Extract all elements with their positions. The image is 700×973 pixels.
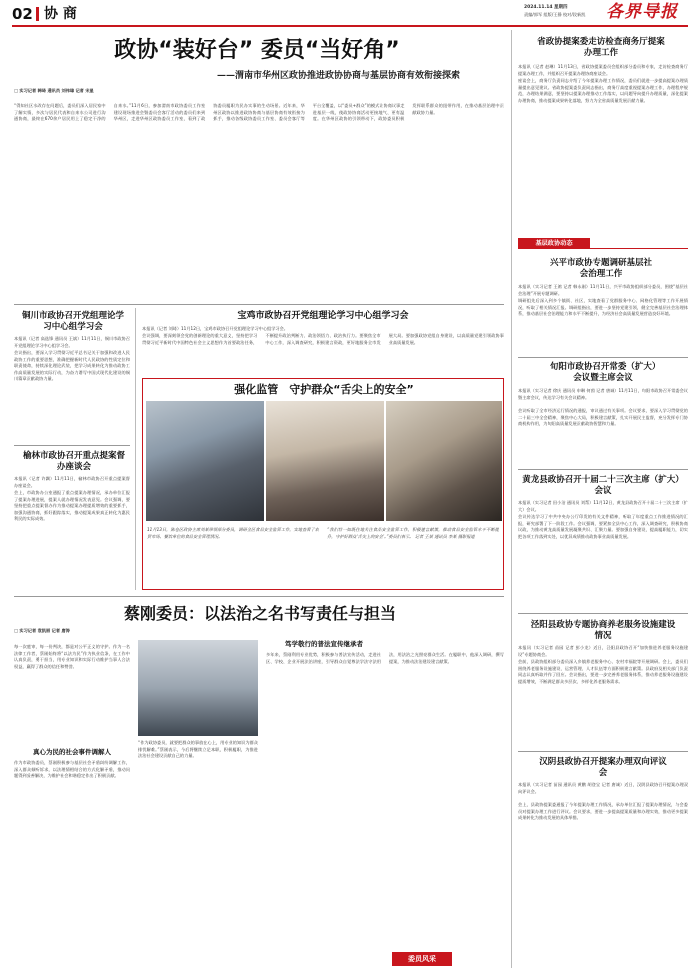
yulin-byline: 本报讯（记者 许飘）11月11日，榆林市政协召开重点提案督办座谈会。 <box>14 476 130 488</box>
cai-sub1: 真心为民的社会事件调解人 <box>33 748 111 756</box>
cai-title: 蔡刚委员：以法治之名书写责任与担当 <box>123 604 396 623</box>
page-number: 02 <box>12 5 33 23</box>
paper-logo: 各界导报 <box>606 2 678 22</box>
huanglong-byline: 本报讯（实习记者 田小洁 通讯员 刘帮）11月12日，黄龙县政协召开十届二十三次主席（扩大）会议。 <box>518 500 688 512</box>
huanglong-title: 黄龙县政协召开十届二十三次主席（扩大）会议 <box>522 475 684 496</box>
masthead <box>0 0 700 26</box>
mid-divider <box>135 308 136 590</box>
baoji-body: 会议强调，要深刻领会党的创新理论的重大意义，坚持把学习贯彻习近平新时代中国特色社会主义思想作为首要政治任务，不断提升政治判断力、政治领悟力、政治执行力。要聚焦全市中心工作，深入调查研究，积极建言资政，更好地服务全市发展大局。要加强政协党组自身建设，以高质量党建引领政协事业高质量发展。 <box>142 333 504 345</box>
photo-caption-left: 11月13日，陈仓区政协主席刘某带领部分委员，调研全区食品安全监管工作，实地查看了农贸市场、餐饮单位的食品安全管理情况。 <box>147 527 319 539</box>
rule-1 <box>518 357 688 358</box>
column-divider <box>511 30 512 968</box>
rule-3 <box>518 613 688 614</box>
cai-portrait <box>138 640 258 736</box>
lead-byline: □ 实习记者 韩琦 通讯员 刘伟璋 记者 宋星 <box>14 88 94 93</box>
rule-4 <box>518 751 688 752</box>
photo-caption-right: “我们将一如既往地关注食品安全监管工作，积极建言献策，推动食品安全监管水平不断提升，守护好群众‘舌尖上的安全’。”委员们表示。 记者 王某 通讯员 李某 摄影报道 <box>327 527 499 539</box>
xingping-title: 兴平市政协专题调研基层社会治理工作 <box>549 258 652 279</box>
cai-body: 每一次庭审，每一份判决，都是对公平正义的守护。作为一名法律工作者，蔡刚始终将“以法为民”作为执业信条，在工作中认真负责，勇于担当，用专业知识和实际行动维护当事人合法权益，赢得了群众的信任和赞誉。 <box>14 644 130 669</box>
hanyin-title: 汉阴县政协召开提案办理双向评议会 <box>539 757 667 778</box>
huanglong-body: 会议传达学习了中共中央办公厅印发的有关文件精神，听取了年度重点工作推进情况的汇报，研究部署了下一阶段工作。会议强调，要紧扣全县中心工作，深入调查研究，积极协商议政，为推动黄龙高质量发展凝聚共识、汇聚力量。要加强自身建设，提高履职能力，切实把各项工作落到实处，以优异成绩推动政协事业高质量发展。 <box>518 514 688 539</box>
jingyang-byline: 本报讯（实习记者 苗园 记者 彭小龙）近日，泾阳县政协召开“加快推进养老服务设施建设”专题协商会。 <box>518 645 688 657</box>
cai-sub1-body: 作为市政协委员，蔡刚积极参与基层社会矛盾纠纷调解工作，深入群众倾听诉求，以法理情相结合的方式化解矛盾，推动问题得到妥善解决，为维护社会和谐稳定作出了积极贡献。 <box>14 760 130 779</box>
rule-bottom-top <box>14 596 504 597</box>
photo-image-1 <box>146 401 264 521</box>
tongchuan-byline: 本报讯（记者 高选锋 通讯员 王斌）11月11日，铜川市政协召开党组理论学习中心组学习会。 <box>14 336 130 348</box>
provincial-byline: 本报讯（记者 赵琳）11月13日，省政协提案委员会组织部分委员和专家，走访检查商务厅提案办理工作，并组织召开提案办理协商座谈会。 <box>518 64 688 76</box>
provincial-title: 省政协提案委走访检查商务厅提案办理工作 <box>537 37 665 58</box>
rule-mid-top <box>14 304 504 305</box>
hanyin-body: 会上，县政协提案委通报了今年提案办理工作情况，承办单位汇报了提案办理情况，与会委员对提案办理工作进行评议。会议要求，要进一步提高提案质量和办理实效，推动更多提案成果转化为推动发展的具体举措。 <box>518 802 688 821</box>
lead-title: 政协“装好台” 委员“当好角” <box>114 38 400 63</box>
xingping-byline: 本报讯（实习记者 王鸽 记者 韩永刚）11月11日，兴平市政协组织部分委员，围绕“基层社会治理”开展专题调研。 <box>518 284 688 296</box>
xingping-body: 调研组先后深入到多个镇街、社区，实地查看了党群服务中心、网格化管理等工作开展情况，听取了相关情况汇报。调研组指出，要进一步坚持党建引领，健全完善基层社会治理体系，推动基层社会治理能力和水平不断提升，为经济社会高质量发展营造良好环境。 <box>518 298 688 317</box>
grassroots-tag-rule <box>590 248 688 249</box>
photo-feature <box>142 378 504 590</box>
xunyang-body: 会议听取了全市经济运行情况的通报，审议通过有关事项。会议要求，要深入学习贯彻党的二十届三中全会精神，聚焦中心大局，积极建言献策，扎实开展民主监督，充分发挥专门协商机构作用，为旬阳高质量发展贡献政协智慧和力量。 <box>518 408 688 427</box>
tongchuan-title: 铜川市政协召开党组理论学习中心组学习会 <box>21 311 124 332</box>
grassroots-tag: 基层政协动态 <box>518 238 590 249</box>
editor-line: 责编/郭军 组版/王静 校对/段新凯 <box>524 12 586 17</box>
page-number-bar <box>36 7 39 21</box>
xunyang-title: 旬阳市政协召开常委（扩大）会议暨主席会议 <box>549 362 657 383</box>
hanyin-byline: 本报讯（实习记者 苗园 通讯员 黄鹏 胡登宝 记者 唐诚）近日，汉阴县政协召开提案办理双向评议会。 <box>518 782 688 794</box>
cai-sub3-body: “作为政协委员，就要把群众的事放在心上，用专业的知识为群众排忧解难。”蔡刚表示，今后将继续立足本职，积极履职，为推进法治社会建设贡献自己的力量。 <box>138 740 258 759</box>
baoji-byline: 本报讯（记者 刘琦）11月12日，宝鸡市政协召开党组理论学习中心组学习会。 <box>142 326 288 331</box>
provincial-body: 座谈会上，商务厅负责同志介绍了今年提案办理工作情况，委员们就进一步提高提案办理质量提出意见建议。省政协提案委负责同志指出，商务厅高度重视提案办理工作，办理程序规范，办理结果满意，要坚持以提案办理推动工作落实，以问题导向提升办理质量，深化提案办理协商，推动提案成果转化落地，努力为全省高质量发展贡献力量。 <box>518 78 688 103</box>
member-style-tag: 委员风采 <box>392 952 452 966</box>
section-name: 协 商 <box>44 6 77 22</box>
photo-image-3 <box>386 401 502 521</box>
jingyang-title: 泾阳县政协专题协商养老服务设施建设情况 <box>530 620 676 641</box>
rule-5 <box>14 445 130 446</box>
baoji-title: 宝鸡市政协召开党组理论学习中心组学习会 <box>237 311 409 321</box>
masthead-rule <box>12 25 688 27</box>
rule-2 <box>518 469 688 470</box>
jingyang-body: 会前，县政协组织部分委员深入乡镇养老服务中心、农村幸福院等开展调研。会上，委员们围绕养老服务设施建设、运营管理、人才队伍等方面积极建言献策。县政府及相关部门负责同志认真听取并作了回应。会议指出，要进一步完善养老服务体系，推动养老服务设施建设提质增效，不断满足群众多层次、多样化养老服务需求。 <box>518 659 688 684</box>
cai-sub2-body: 多年来，蔡刚利用专业优势，积极参与普法宣传活动，走进社区、学校、企业开展法治讲座，引导群众自觉尊法学法守法用法，用法治之光照亮群众生活。在履职中，他深入调研，撰写提案，为推动法治建设建言献策。 <box>266 652 504 664</box>
photo-image-2 <box>266 401 384 521</box>
photo-headline: 强化监管 守护群众“舌尖上的安全” <box>234 383 414 396</box>
cai-sub2: 笃学敬行的普法宣传继承者 <box>285 640 363 648</box>
lead-subtitle: ——渭南市华州区政协推进政协协商与基层协商有效衔接探索 <box>216 71 460 81</box>
date-line: 2024.11.14 星期四 <box>524 5 568 10</box>
yulin-body: 会上，市政协办公室通报了重点提案办理情况，承办单位汇报了提案办理进展，提案人就办理情况发表意见。会议强调，要坚持把重点提案督办作为推动提案办理提质增效的重要抓手，加强沟通协商，抓好跟踪落实，推动提案成果真正转化为惠民利民的实际成效。 <box>14 490 130 522</box>
xunyang-byline: 本报讯（实习记者 徐庆 通讯员 申琳 何茵 记者 唐诚）11月11日，旬阳市政协召开常委会议暨主席会议，传达学习有关会议精神。 <box>518 388 688 400</box>
tongchuan-body: 会议指出，要深入学习贯彻习近平总书记关于加强和改进人民政协工作的重要思想，准确把握新时代人民政协的性质定位和职责使命，持续深化理论武装，把学习成果转化为推动政协工作高质量发展的实际行动，为奋力谱写中国式现代化建设的铜川篇章贡献政协力量。 <box>14 350 130 382</box>
cai-byline: □ 实习记者 袁凯丽 记者 唐涛 <box>14 628 70 633</box>
yulin-title: 榆林市政协召开重点提案督办座谈会 <box>22 451 125 472</box>
lead-body: “得知社区水改存在问题后，委员们深入居民家中了解实情，多次与居民代表和自来水公司进行沟通协商，最终在670余户居民用上了稳定干净的自来水。”11月6日，参加渭南市政协委员工作室建设现场推进会暨委员会客厅活动的委员们来到华州区，走进华州区政协委员工作室，看到了政协委员履职为民办实事的生动场景。近年来，华州区政协以推进政协协商与基层协商有效衔接为抓手，推动各级政协委员工作室、委员会客厅等平台全覆盖，以“委员+群众”的模式让协商议事走进基层一线，使政协协商活动更接地气、更有温度。在华州区政协的引领带动下，政协委员积极发挥联系群众的纽带作用，在推动基层治理中贡献政协力量。 <box>14 103 504 122</box>
